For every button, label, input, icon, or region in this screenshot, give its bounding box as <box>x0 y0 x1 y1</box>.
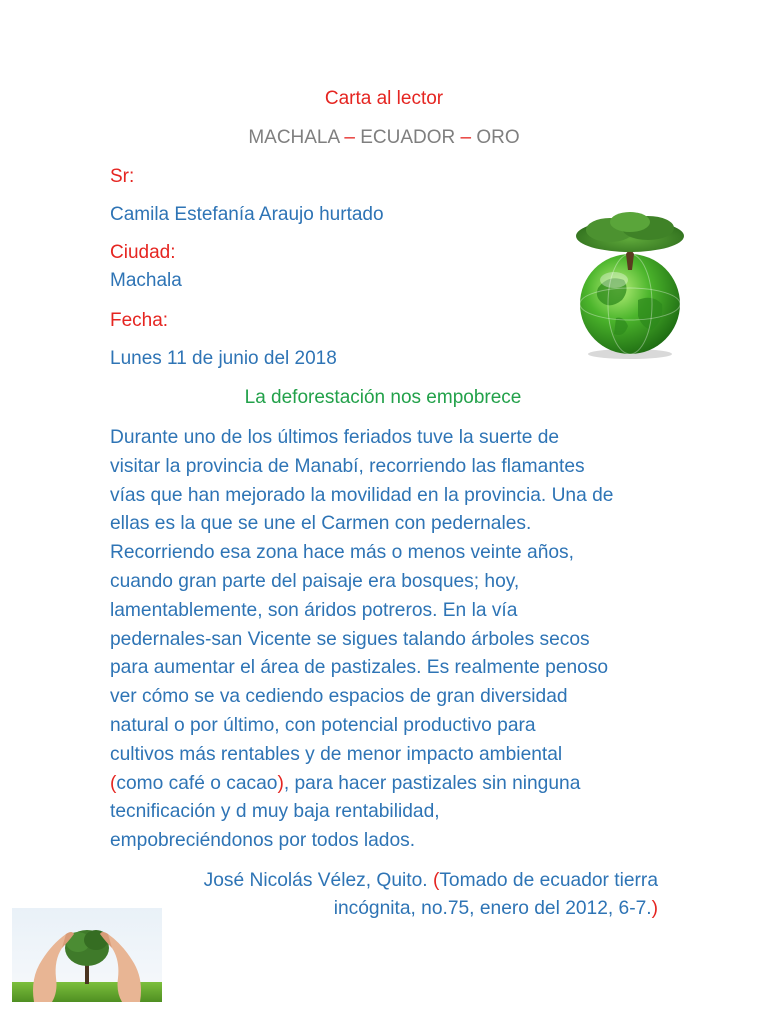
body-line: cultivos más rentables y de menor impacto ambiental <box>110 743 563 765</box>
source-paren-open: ( <box>432 870 440 891</box>
body-line: tecnificación y d muy baja rentabilidad, <box>110 801 440 823</box>
hands-tree-photo <box>12 908 162 1002</box>
location-province: ORO <box>476 127 520 148</box>
article-body <box>110 424 670 856</box>
city-label: Ciudad: <box>110 242 176 263</box>
parenthetical-text: como café o cacao <box>116 772 278 794</box>
location-dash-1: – <box>339 127 361 148</box>
body-line: cuando gran parte del paisaje era bosques; hoy, <box>110 570 520 592</box>
date-label: Fecha: <box>110 310 169 331</box>
body-line: lamentablemente, son áridos potreros. En la vía <box>110 599 518 621</box>
body-line: Durante uno de los últimos feriados tuve la suerte de <box>110 427 560 448</box>
signature-line-2 <box>334 895 658 924</box>
body-line: empobreciéndonos por todos lados. <box>110 830 416 852</box>
tree-on-globe-icon <box>568 208 692 360</box>
article-title: La deforestación nos empobrece <box>244 387 522 408</box>
city-value: Machala <box>110 270 182 291</box>
body-line: pedernales-san Vicente se sigues talando árboles secos <box>110 628 590 650</box>
paren-close: ) <box>277 772 284 794</box>
location-line <box>0 127 768 149</box>
source-line-1: Tomado de ecuador tierra <box>439 870 658 891</box>
recipient-name: Camila Estefanía Araujo hurtado <box>110 204 384 225</box>
location-dash-2: – <box>455 127 477 148</box>
body-line: natural o por último, con potencial productivo para <box>110 714 536 736</box>
date-value: Lunes 11 de junio del 2018 <box>110 348 337 369</box>
parenthetical-rest: , para hacer pastizales sin ninguna <box>283 772 581 794</box>
signature-author: José Nicolás Vélez, Quito. <box>203 870 433 891</box>
recipient-label: Sr: <box>110 166 135 187</box>
body-line: visitar la provincia de Manabí, recorriendo las flamantes <box>110 455 585 477</box>
body-line: ver cómo se va cediendo espacios de gran diversidad <box>110 686 568 708</box>
location-city: MACHALA <box>248 127 340 148</box>
body-line: para aumentar el área de pastizales. Es realmente penoso <box>110 657 609 679</box>
body-line: ellas es la que se une el Carmen con pedernales. <box>110 513 532 535</box>
body-line-parenthetical <box>110 770 670 799</box>
paren-open: ( <box>110 772 117 794</box>
source-paren-close: ) <box>651 898 658 919</box>
location-country: ECUADOR <box>360 127 456 148</box>
signature-line-1 <box>204 867 658 896</box>
letter-heading: Carta al lector <box>324 88 444 109</box>
body-line: vías que han mejorado la movilidad en la provincia. Una de <box>110 484 614 506</box>
body-line: Recorriendo esa zona hace más o menos veinte años, <box>110 542 574 564</box>
source-line-2: incógnita, no.75, enero del 2012, 6-7. <box>333 898 652 919</box>
